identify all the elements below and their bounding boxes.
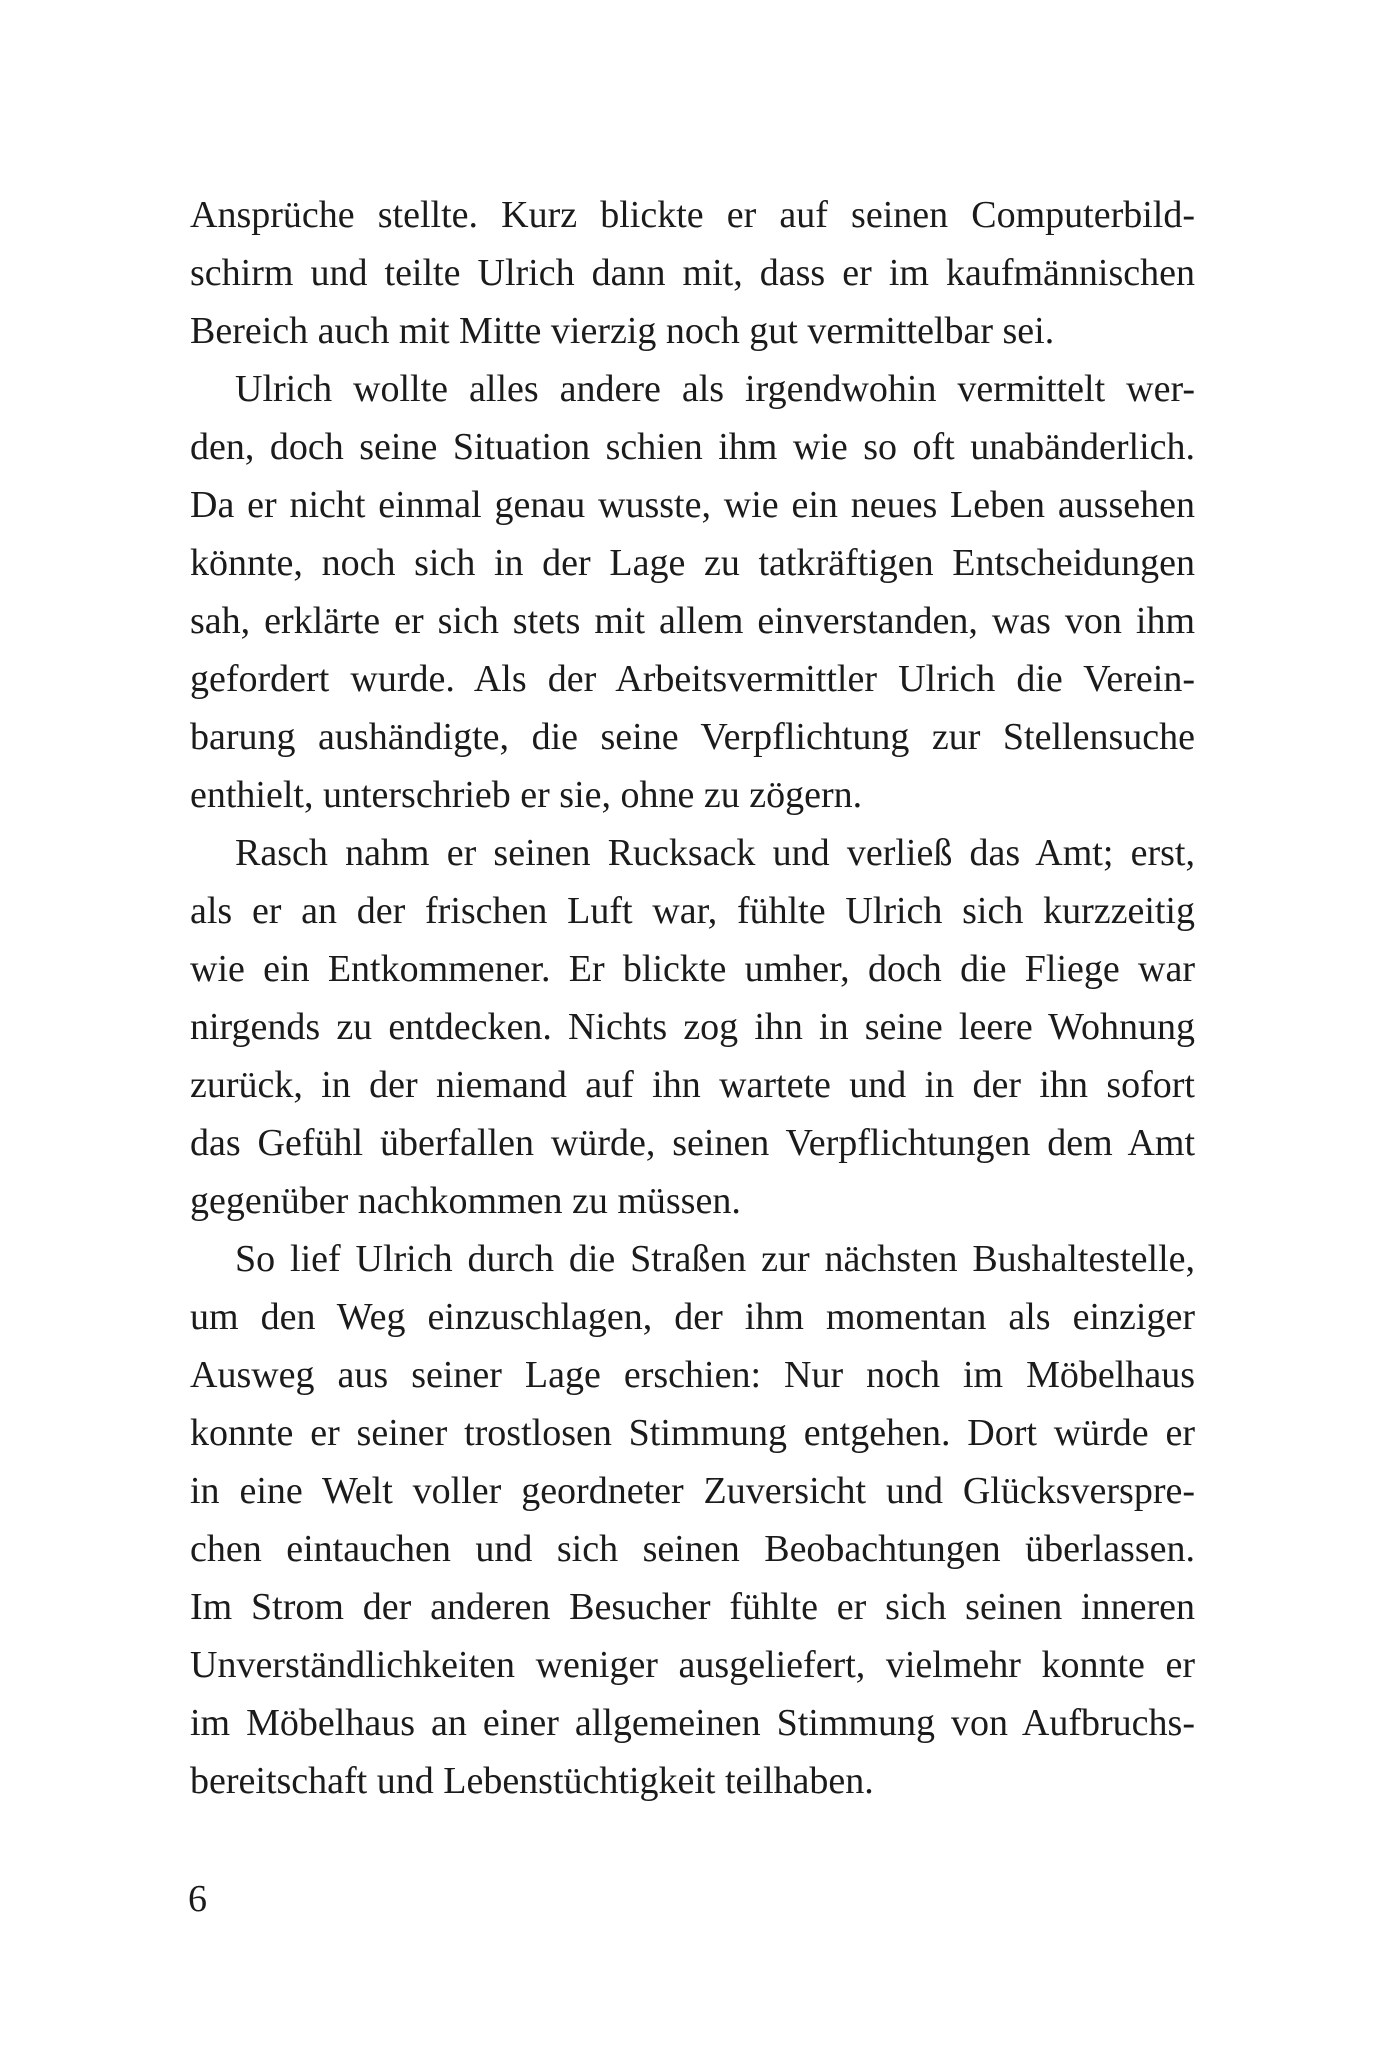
text-line: den, doch seine Situation schien ihm wie so oft unabänderlich. bbox=[190, 426, 1195, 468]
text-line: nirgends zu entdecken. Nichts zog ihn in seine leere Wohnung bbox=[190, 1006, 1195, 1048]
text-line: Bereich auch mit Mitte vierzig noch gut vermittelbar sei. bbox=[190, 310, 1055, 352]
text-line: zurück, in der niemand auf ihn wartete und in der ihn sofort bbox=[190, 1064, 1195, 1106]
text-line: gegenüber nachkommen zu müssen. bbox=[190, 1180, 741, 1222]
page-text bbox=[190, 186, 1195, 1810]
text-line: Ansprüche stellte. Kurz blickte er auf seinen Computerbild- bbox=[190, 194, 1195, 236]
text-line: Unverständlichkeiten weniger ausgeliefert, vielmehr konnte er bbox=[190, 1644, 1195, 1686]
text-line: wie ein Entkommener. Er blickte umher, doch die Fliege war bbox=[190, 948, 1195, 990]
paragraph bbox=[190, 360, 1195, 824]
text-line: barung aushändigte, die seine Verpflichtung zur Stellensuche bbox=[190, 716, 1195, 758]
text-line: Ausweg aus seiner Lage erschien: Nur noch im Möbelhaus bbox=[190, 1354, 1195, 1396]
paragraph bbox=[190, 824, 1195, 1230]
text-line: in eine Welt voller geordneter Zuversicht und Glücksverspre- bbox=[190, 1470, 1195, 1512]
paragraph bbox=[190, 186, 1195, 360]
paragraph bbox=[190, 1230, 1195, 1810]
text-line: sah, erklärte er sich stets mit allem einverstanden, was von ihm bbox=[190, 600, 1195, 642]
text-line: enthielt, unterschrieb er sie, ohne zu zögern. bbox=[190, 774, 863, 816]
text-line: Da er nicht einmal genau wusste, wie ein neues Leben aussehen bbox=[190, 484, 1195, 526]
text-line: Rasch nahm er seinen Rucksack und verließ das Amt; erst, bbox=[235, 832, 1195, 874]
text-line: Ulrich wollte alles andere als irgendwohin vermittelt wer- bbox=[235, 368, 1195, 410]
text-line: So lief Ulrich durch die Straßen zur nächsten Bushaltestelle, bbox=[235, 1238, 1195, 1280]
text-line: im Möbelhaus an einer allgemeinen Stimmung von Aufbruchs- bbox=[190, 1702, 1195, 1744]
text-line: das Gefühl überfallen würde, seinen Verpflichtungen dem Amt bbox=[190, 1122, 1195, 1164]
text-line: um den Weg einzuschlagen, der ihm momentan als einziger bbox=[190, 1296, 1195, 1338]
page-number: 6 bbox=[188, 1878, 207, 1920]
text-line: schirm und teilte Ulrich dann mit, dass er im kaufmännischen bbox=[190, 252, 1195, 294]
text-line: bereitschaft und Lebenstüchtigkeit teilhaben. bbox=[190, 1760, 874, 1802]
text-line: konnte er seiner trostlosen Stimmung entgehen. Dort würde er bbox=[190, 1412, 1195, 1454]
text-line: als er an der frischen Luft war, fühlte Ulrich sich kurzzeitig bbox=[190, 890, 1195, 932]
text-line: chen eintauchen und sich seinen Beobachtungen überlassen. bbox=[190, 1528, 1195, 1570]
text-line: gefordert wurde. Als der Arbeitsvermittler Ulrich die Verein- bbox=[190, 658, 1195, 700]
text-line: Im Strom der anderen Besucher fühlte er sich seinen inneren bbox=[190, 1586, 1195, 1628]
text-line: könnte, noch sich in der Lage zu tatkräftigen Entscheidungen bbox=[190, 542, 1195, 584]
